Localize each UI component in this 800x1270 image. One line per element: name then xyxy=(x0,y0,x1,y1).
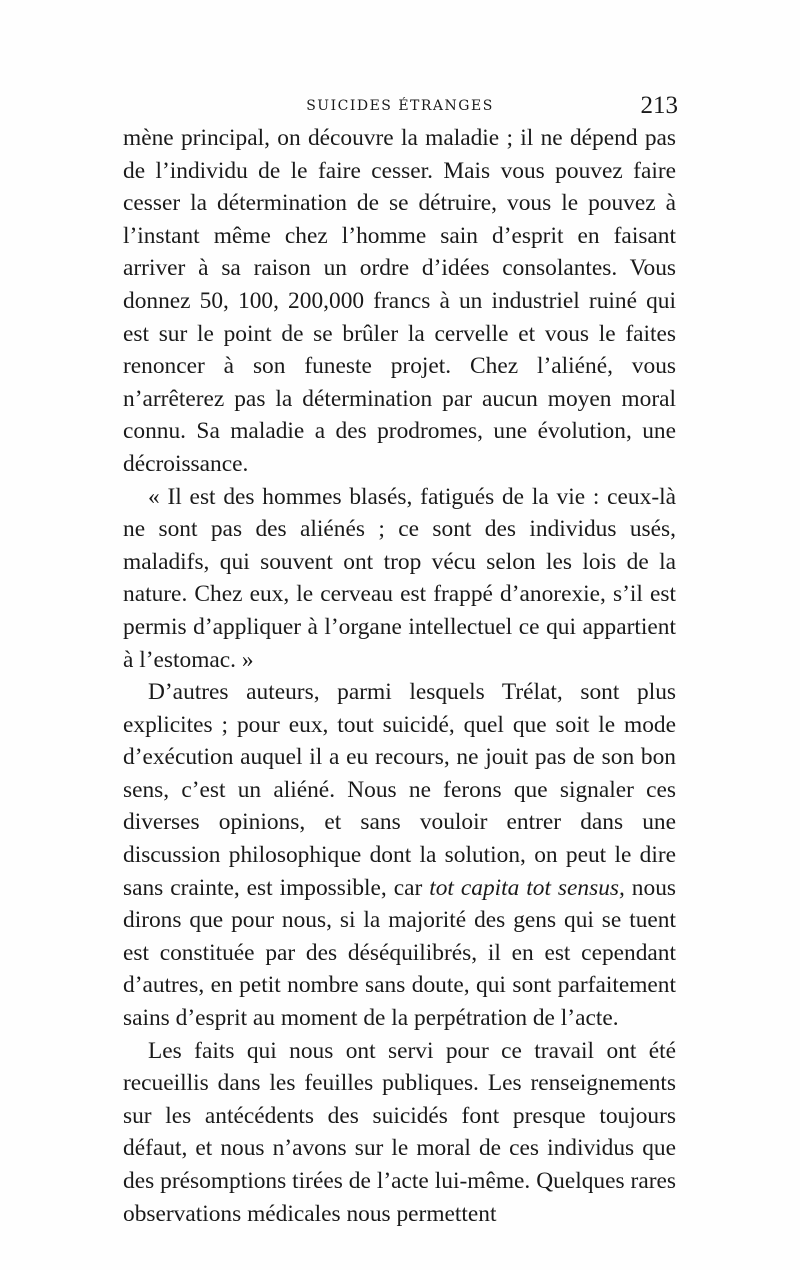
paragraph-text: « Il est des hommes blasés, fatigués de la vie : ceux-là ne sont pas des aliénés ; ce sont des individus usés, maladifs, qui souvent ont trop vécu selon les lois de la nature. Chez eux, le cerveau est frappé d’anorexie, s’il est permis d’appliquer à l’organe intellectuel ce qui appartient à l’estomac. » xyxy=(123,483,676,673)
paragraph-other-authors xyxy=(123,676,676,1035)
paragraph-text: D’autres auteurs, parmi lesquels Trélat, sont plus explicites ; pour eux, tout suicidé, quel que soit le mode d’exécution auquel il a eu recours, ne jouit pas de son bon sens, c’est un aliéné. Nous ne ferons que signaler ces diverses opinions, et sans vouloir entrer dans une discussion philosophique dont la solution, on peut le dire sans crainte, est impossible, car xyxy=(123,679,676,901)
paragraph-text: mène principal, on découvre la maladie ; il ne dépend pas de l’individu de le faire cesser. Mais vous pouvez faire cesser la détermination de se détruire, vous le pouvez à l’instant même chez l’homme sain d’esprit en faisant arriver à sa raison un ordre d’idées consolantes. Vous donnez 50, 100, 200,000 francs à un industriel ruiné qui est sur le point de se brûler la cervelle et vous le faites renoncer à son funeste projet. Chez l’aliéné, vous n’arrêterez pas la détermination par aucun moyen moral connu. Sa maladie a des prodromes, une évolution, une décroissance. xyxy=(123,125,676,477)
running-title: SUICIDES ÉTRANGES xyxy=(306,98,494,114)
running-head xyxy=(120,92,680,122)
body-text xyxy=(123,122,676,1230)
paragraph-text: Les faits qui nous ont servi pour ce travail ont été recueillis dans les feuilles publiques. Les renseignements sur les antécédents des suicidés font presque toujours défaut, et nous n’avons sur le moral de ces individus que des présomptions tirées de l’acte lui-même. Quelques rares observations médicales nous permettent xyxy=(123,1037,676,1227)
paragraph-sources xyxy=(123,1035,676,1231)
page-number: 213 xyxy=(640,92,678,119)
latin-phrase: tot capita tot sensus, xyxy=(429,874,625,901)
paragraph-quotation xyxy=(123,481,676,677)
paragraph-text-continued: nous dirons que pour nous, si la majorité des gens qui se tuent est constituée par des déséquilibrés, il en est cependant d’autres, en petit nombre sans doute, qui sont parfaitement sains d’esprit au moment de la perpétration de l’acte. xyxy=(123,874,676,1032)
paragraph-continuation xyxy=(123,122,676,481)
